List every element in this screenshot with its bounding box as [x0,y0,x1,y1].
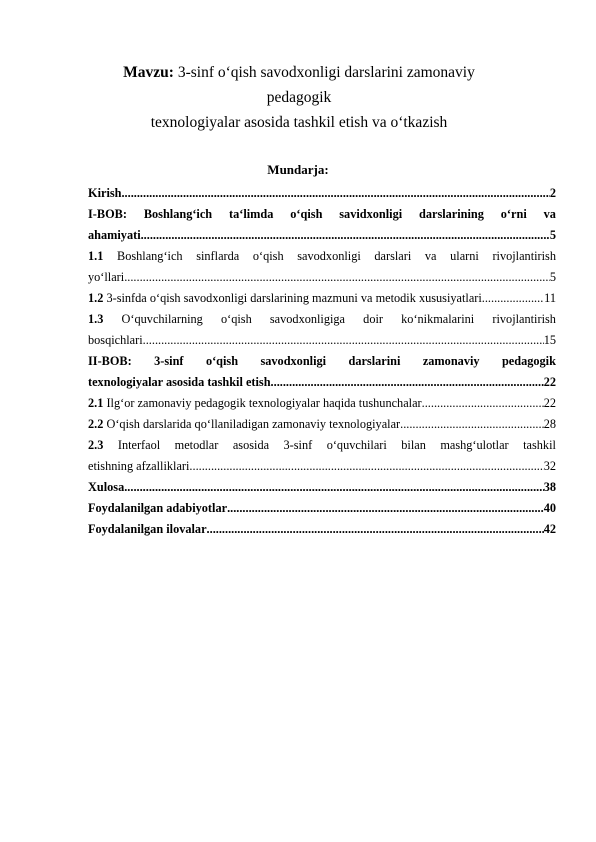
toc-number: 2.1 [88,396,107,410]
toc-entry-title [88,396,422,411]
toc-entry-title: etishning afzalliklari [88,459,190,473]
toc-entry-line [88,228,556,249]
table-of-contents [88,186,556,543]
toc-entry-line [88,417,556,438]
toc-word: Interfaol [117,438,161,452]
toc-word: rivojlantirish [492,312,556,326]
toc-number: 2.2 [88,417,107,431]
toc-entry-s13[interactable] [88,312,556,354]
toc-entry-title: yo‘llari [88,270,125,284]
toc-word: O‘quvchilarning [121,312,203,326]
toc-entry-line [88,312,556,333]
toc-word: tashkil [523,438,556,452]
title-line-1 [90,60,508,110]
toc-word: ularni [450,249,479,263]
toc-leader-dots [124,480,543,495]
toc-leader-dots [121,186,549,201]
toc-entry-title: Xulosa [88,480,125,494]
toc-entry-bob1[interactable] [88,207,556,249]
title-line-2: texnologiyalar asosida tashkil etish va o‘tkazish [150,114,448,131]
toc-word: I-BOB: [88,207,127,221]
toc-page-number: 11 [544,291,556,305]
toc-page-number: 5 [549,270,556,284]
toc-page-number: 22 [543,396,556,410]
toc-word [88,249,103,270]
document-title [90,60,508,135]
toc-page-number: 32 [543,459,556,473]
toc-entry-title: ahamiyati [88,228,141,242]
toc-page-number: 15 [543,333,556,347]
toc-word: ta‘limda [229,207,274,221]
toc-entry-line [88,207,556,228]
toc-page-number: 40 [543,501,556,515]
toc-entry-line [88,291,556,312]
toc-word [88,312,103,333]
toc-entry-line [88,522,556,543]
toc-word: 3-sinf [154,354,184,368]
toc-word: zamonaviy [422,354,480,368]
toc-entry-text: Ilg‘or zamonaviy pedagogik texnologiyalar haqida tushunchalar [106,396,422,410]
toc-entry-s11[interactable] [88,249,556,291]
toc-word: savodxonligi [260,354,327,368]
toc-entry-s23[interactable] [88,438,556,480]
toc-entry-title: texnologiyalar asosida tashkil etish [88,375,271,389]
title-text-1: 3-sinf o‘qish savodxonligi darslarini zamonaviy pedagogik [173,64,475,106]
toc-entry-line-inner [88,501,556,522]
toc-entry-line-inner [88,375,556,396]
toc-entry-line-inner [88,522,556,543]
toc-word: II-BOB: [88,354,132,368]
toc-word: pedagogik [501,354,556,368]
toc-number: 1.3 [88,312,104,326]
toc-entry-line [88,459,556,480]
toc-entry-line [88,249,556,270]
toc-entry-s22[interactable] [88,417,556,438]
toc-word: sinflarda [196,249,240,263]
toc-page-number: 2 [549,186,556,200]
toc-page-number: 22 [543,375,556,389]
toc-word: o‘qish [205,354,239,368]
toc-leader-dots [227,501,544,516]
toc-entry-line [88,480,556,501]
toc-entry-line-inner [88,459,556,480]
toc-entry-line-inner [88,270,556,291]
toc-entry-title: bosqichlari [88,333,143,347]
toc-leader-dots [124,270,550,285]
toc-leader-dots [485,291,544,306]
toc-leader-dots [422,396,544,411]
toc-entry-line-inner [88,417,556,438]
toc-entry-line [88,333,556,354]
toc-entry-text: 3-sinfda o‘qish savodxonligi darslarining mazmuni va metodik xususiyatlari. [106,291,485,305]
toc-word: darslari [374,249,412,263]
toc-entry-ilova[interactable] [88,522,556,543]
toc-entry-line-inner [88,333,556,354]
toc-word: o‘rni [500,207,527,221]
toc-leader-dots [271,375,544,390]
toc-leader-dots [189,459,543,474]
toc-word: doir [363,312,383,326]
toc-entry-title: Kirish [88,186,122,200]
toc-word: asosida [232,438,270,452]
toc-entry-line [88,438,556,459]
toc-word: mashg‘ulotlar [440,438,509,452]
toc-word: bilan [401,438,426,452]
toc-entry-bob2[interactable] [88,354,556,396]
toc-entry-line [88,501,556,522]
toc-entry-line-inner [88,228,556,249]
toc-word: o‘qish [220,312,252,326]
toc-entry-kirish[interactable] [88,186,556,207]
toc-entry-adab[interactable] [88,501,556,522]
toc-word: savidxonligi [339,207,403,221]
toc-leader-dots [141,228,550,243]
toc-entry-line-inner [88,480,556,501]
toc-word: Boshlang‘ich [143,207,213,221]
toc-word: o‘quvchilari [326,438,387,452]
toc-word: rivojlantirish [492,249,556,263]
toc-word: darslarini [348,354,401,368]
toc-word: ko‘nikmalarini [401,312,475,326]
toc-leader-dots [400,417,544,432]
toc-word: darslarining [419,207,484,221]
toc-leader-dots [143,333,544,348]
toc-word: savodxonligiga [269,312,346,326]
toc-leader-dots [207,522,544,537]
toc-entry-line-inner [88,291,556,312]
toc-entry-s21[interactable] [88,396,556,417]
title-prefix: Mavzu: [123,64,174,81]
toc-entry-title: Foydalanilgan ilovalar [88,522,207,536]
toc-entry-line [88,354,556,375]
toc-page-number: 42 [543,522,556,536]
toc-entry-line [88,375,556,396]
toc-page-number: 5 [549,228,556,242]
toc-entry-title [88,417,400,432]
toc-word: Boshlang‘ich [117,249,183,263]
toc-entry-title [88,291,485,306]
toc-number: 1.1 [88,249,104,263]
toc-entry-text: O‘qish darslarida qo‘llaniladigan zamonaviy texnologiyalar [106,417,401,431]
toc-entry-title: Foydalanilgan adabiyotlar [88,501,228,515]
toc-number: 2.3 [88,438,104,452]
toc-word: va [543,207,556,221]
toc-number: 1.2 [88,291,107,305]
toc-word: 3-sinf [283,438,313,452]
toc-entry-line [88,270,556,291]
toc-entry-line-inner [88,186,556,207]
toc-word: savodxonligi [297,249,361,263]
toc-page-number: 38 [543,480,556,494]
toc-word: o‘qish [252,249,284,263]
toc-heading: Mundarja: [267,162,329,177]
toc-word: metodlar [174,438,219,452]
toc-entry-xulosa[interactable] [88,480,556,501]
toc-page-number: 28 [543,417,556,431]
toc-word [88,438,103,459]
toc-entry-line [88,396,556,417]
toc-entry-s12[interactable] [88,291,556,312]
toc-word: va [424,249,437,263]
toc-entry-line-inner [88,396,556,417]
toc-word: o‘qish [290,207,323,221]
toc-entry-line [88,186,556,207]
